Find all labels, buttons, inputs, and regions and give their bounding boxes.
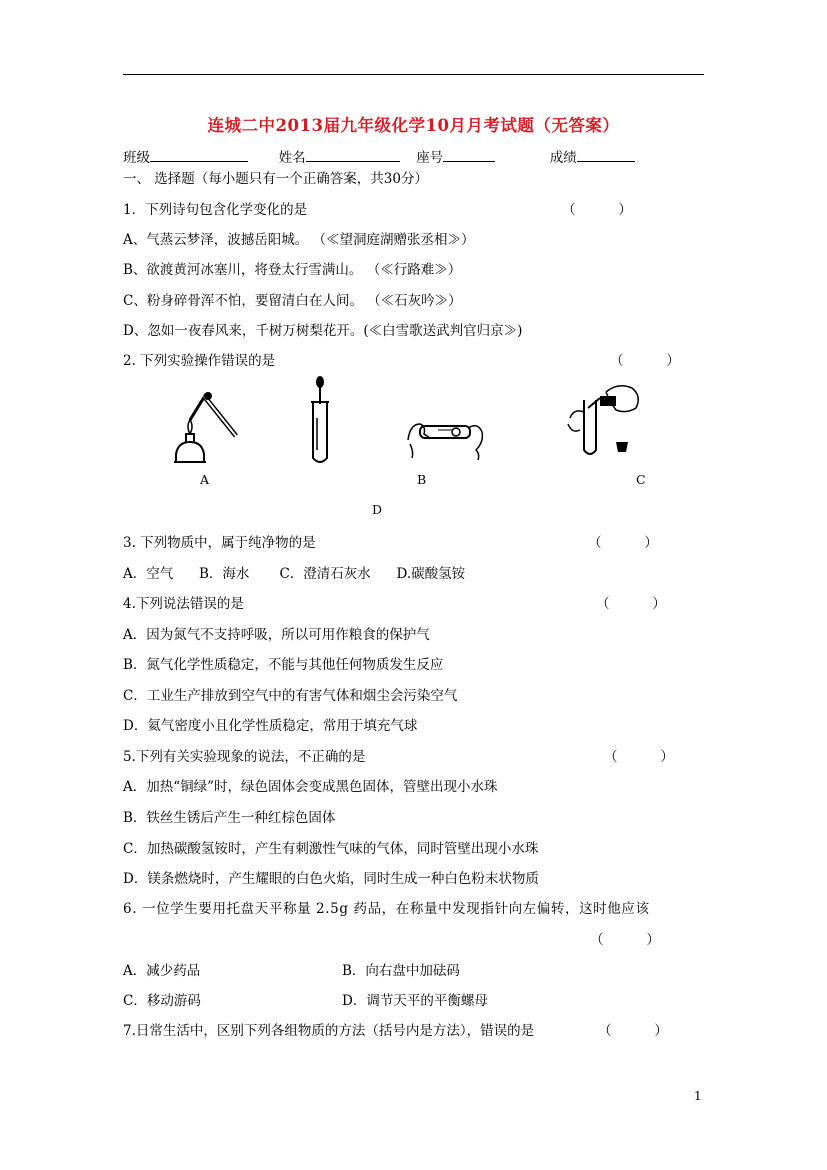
q6-option-c: C．移动游码: [123, 993, 201, 1009]
q1-answer-paren[interactable]: （ ）: [562, 202, 632, 218]
figure-d-pouring-liquid: [560, 378, 644, 460]
q6-option-a: A．减少药品: [123, 963, 201, 979]
q5-stem: 5.下列有关实验现象的说法，不正确的是: [123, 749, 366, 765]
figure-b-test-tube: [300, 374, 340, 469]
class-blank[interactable]: [150, 147, 248, 162]
header-rule: [123, 74, 704, 75]
score-label: 成绩: [549, 150, 577, 166]
name-label: 姓名: [278, 150, 306, 166]
page-number: 1: [694, 1089, 702, 1103]
q1-option-c: C、粉身碎骨浑不怕，要留清白在人间。 （≪石灰吟≫）: [123, 293, 462, 309]
q4-option-d: D．氦气密度小且化学性质稳定，常用于填充气球: [123, 718, 418, 734]
figure-label-b: B: [417, 472, 427, 487]
q5-option-c: C．加热碳酸氢铵时，产生有刺激性气味的气体，同时管壁出现小水珠: [123, 841, 539, 857]
q2-answer-paren[interactable]: （ ）: [610, 353, 680, 369]
q4-option-a: A．因为氮气不支持呼吸，所以可用作粮食的保护气: [123, 627, 430, 643]
q7-stem: 7.日常生活中，区别下列各组物质的方法（括号内是方法），错误的是: [123, 1023, 535, 1039]
q1-option-b: B、欲渡黄河冰塞川，将登太行雪满山。 （≪行路难≫）: [123, 262, 462, 278]
q1-stem: 1．下列诗句包含化学变化的是: [123, 202, 308, 218]
q4-stem: 4.下列说法错误的是: [123, 596, 244, 612]
section-heading: 一、 选择题（每小题只有一个正确答案，共30分）: [123, 171, 428, 187]
q3-stem: 3. 下列物质中，属于纯净物的是: [123, 535, 316, 551]
q6-option-d: D．调节天平的平衡螺母: [342, 993, 488, 1009]
q5-option-a: A．加热“铜绿”时，绿色固体会变成黑色固体，管壁出现小水珠: [123, 779, 498, 795]
q7-answer-paren[interactable]: （ ）: [598, 1023, 668, 1039]
q4-option-c: C．工业生产排放到空气中的有害气体和烟尘会污染空气: [123, 688, 458, 704]
score-blank[interactable]: [577, 147, 635, 162]
q6-option-b: B．向右盘中加砝码: [342, 963, 460, 979]
exam-title: 连城二中2013届九年级化学10月月考试题（无答案）: [207, 116, 620, 135]
class-label: 班级: [123, 150, 150, 166]
q2-stem: 2. 下列实验操作错误的是: [123, 353, 276, 369]
student-info-row: [123, 146, 635, 166]
seat-blank[interactable]: [443, 147, 495, 162]
q5-answer-paren[interactable]: （ ）: [604, 749, 674, 765]
figure-label-d: D: [372, 502, 383, 517]
q6-stem: 6. 一位学生要用托盘天平称量 2.5g 药品，在称量中发现指针向左偏转，这时他应该: [123, 901, 650, 917]
figure-a-lamp-heating: [168, 384, 248, 469]
q4-option-b: B．氮气化学性质稳定，不能与其他任何物质发生反应: [123, 657, 444, 673]
figure-label-a: A: [200, 472, 210, 487]
figure-label-c: C: [636, 472, 646, 487]
name-blank[interactable]: [306, 147, 400, 162]
q1-option-d: D、忽如一夜春风来，千树万树梨花开。(≪白雪歌送武判官归京≫): [123, 323, 523, 339]
q1-option-a: A、气蒸云梦泽，波撼岳阳城。 （≪望洞庭湖赠张丞相≫）: [123, 232, 475, 248]
q4-answer-paren[interactable]: （ ）: [596, 596, 666, 612]
seat-label: 座号: [416, 150, 444, 166]
q3-answer-paren[interactable]: （ ）: [588, 535, 658, 551]
q5-option-b: B．铁丝生锈后产生一种红棕色固体: [123, 810, 336, 826]
q6-answer-paren[interactable]: （ ）: [590, 932, 660, 948]
q3-options: A．空气 B．海水 C．澄清石灰水 D.碳酸氢铵: [123, 566, 466, 582]
figure-c-hands-tube: [404, 410, 488, 460]
q5-option-d: D．镁条燃烧时，产生耀眼的白色火焰，同时生成一种白色粉末状物质: [123, 871, 539, 887]
